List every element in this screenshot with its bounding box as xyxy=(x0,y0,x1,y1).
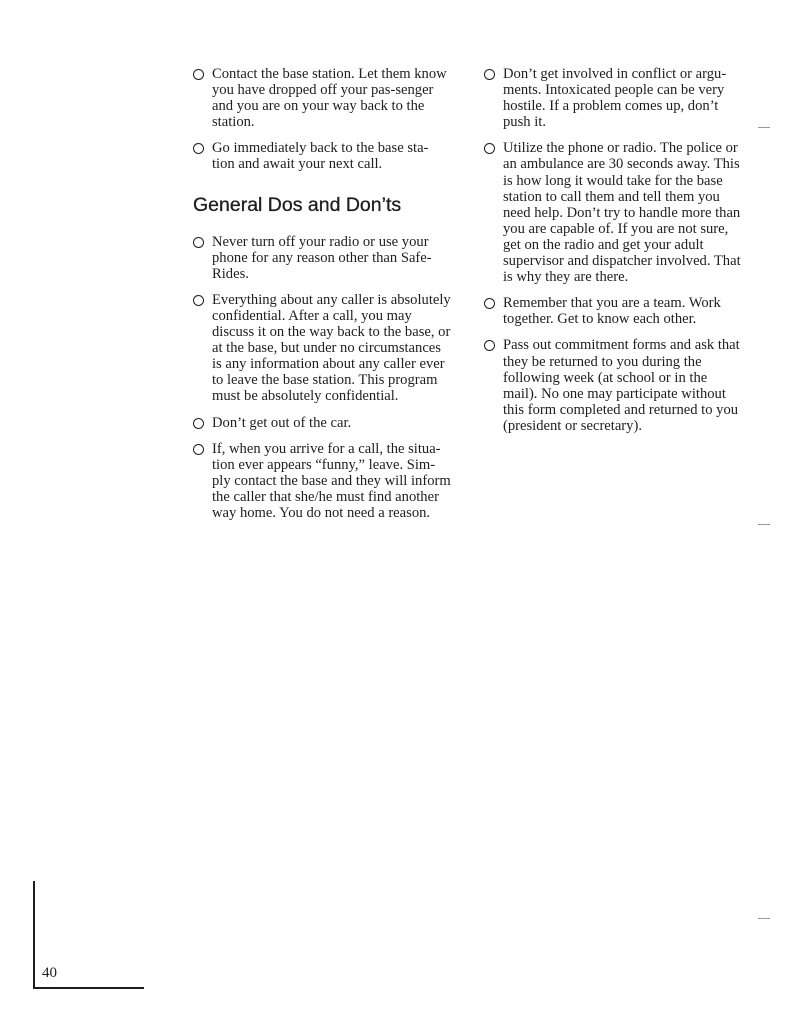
list-item-text: Never turn off your radio or use your phone for any reason other than Safe-Rides. xyxy=(212,233,432,282)
list-item xyxy=(193,140,451,172)
left-column xyxy=(193,66,451,531)
right-column xyxy=(484,66,742,444)
list-item-text: Everything about any caller is absolutely confidential. After a call, you may discuss it on the way back to the base, or at the base, but under no circumstances is any information about any caller ever to leave the base station. This program must be absolutely confidential. xyxy=(212,291,451,405)
list-item xyxy=(193,441,451,521)
circle-bullet-icon xyxy=(193,143,204,154)
footer-horizontal-rule xyxy=(33,987,144,989)
page-number: 40 xyxy=(42,965,57,981)
circle-bullet-icon xyxy=(484,69,495,80)
list-item xyxy=(484,66,742,130)
list-item xyxy=(484,140,742,285)
list-item xyxy=(193,415,451,431)
list-item xyxy=(193,66,451,130)
circle-bullet-icon xyxy=(484,143,495,154)
list-item-text: Don’t get out of the car. xyxy=(212,414,352,431)
list-item-text: Don’t get involved in conflict or argu-ments. Intoxicated people can be very hostile. If a problem comes up, don’t push it. xyxy=(503,66,727,131)
page-edge-mark xyxy=(758,127,770,128)
list-item xyxy=(484,295,742,327)
circle-bullet-icon xyxy=(484,298,495,309)
list-item-text: If, when you arrive for a call, the situa-tion ever appears “funny,” leave. Sim-ply contact the base and they will inform the caller that she/he must find another way home. You do not need a reason. xyxy=(212,440,451,521)
list-item-text: Contact the base station. Let them know you have dropped off your pas-senger and you are on your way back to the station. xyxy=(212,66,447,131)
page-edge-mark xyxy=(758,524,770,525)
circle-bullet-icon xyxy=(193,69,204,80)
list-item-text: Remember that you are a team. Work together. Get to know each other. xyxy=(503,295,721,328)
list-item-text: Pass out commitment forms and ask that they be returned to you during the following week (at school or in the mail). No one may participate without this form completed and returned to you (president or secretary). xyxy=(503,337,740,434)
list-item-text: Utilize the phone or radio. The police or an ambulance are 30 seconds away. This is how long it would take for the base station to call them and tell them you need help. Don’t try to handle more than you are capable of. If you are not sure, get on the radio and get your adult supervisor and dispatcher involved. That is why they are there. xyxy=(503,140,741,286)
list-item xyxy=(193,292,451,405)
circle-bullet-icon xyxy=(193,444,204,455)
circle-bullet-icon xyxy=(484,340,495,351)
circle-bullet-icon xyxy=(193,237,204,248)
circle-bullet-icon xyxy=(193,295,204,306)
circle-bullet-icon xyxy=(193,418,204,429)
list-item xyxy=(193,234,451,282)
section-heading: General Dos and Don’ts xyxy=(193,193,402,216)
list-item xyxy=(484,337,742,434)
page-edge-mark xyxy=(758,918,770,919)
list-item-text: Go immediately back to the base sta-tion and await your next call. xyxy=(212,140,429,173)
footer-vertical-rule xyxy=(33,881,35,989)
